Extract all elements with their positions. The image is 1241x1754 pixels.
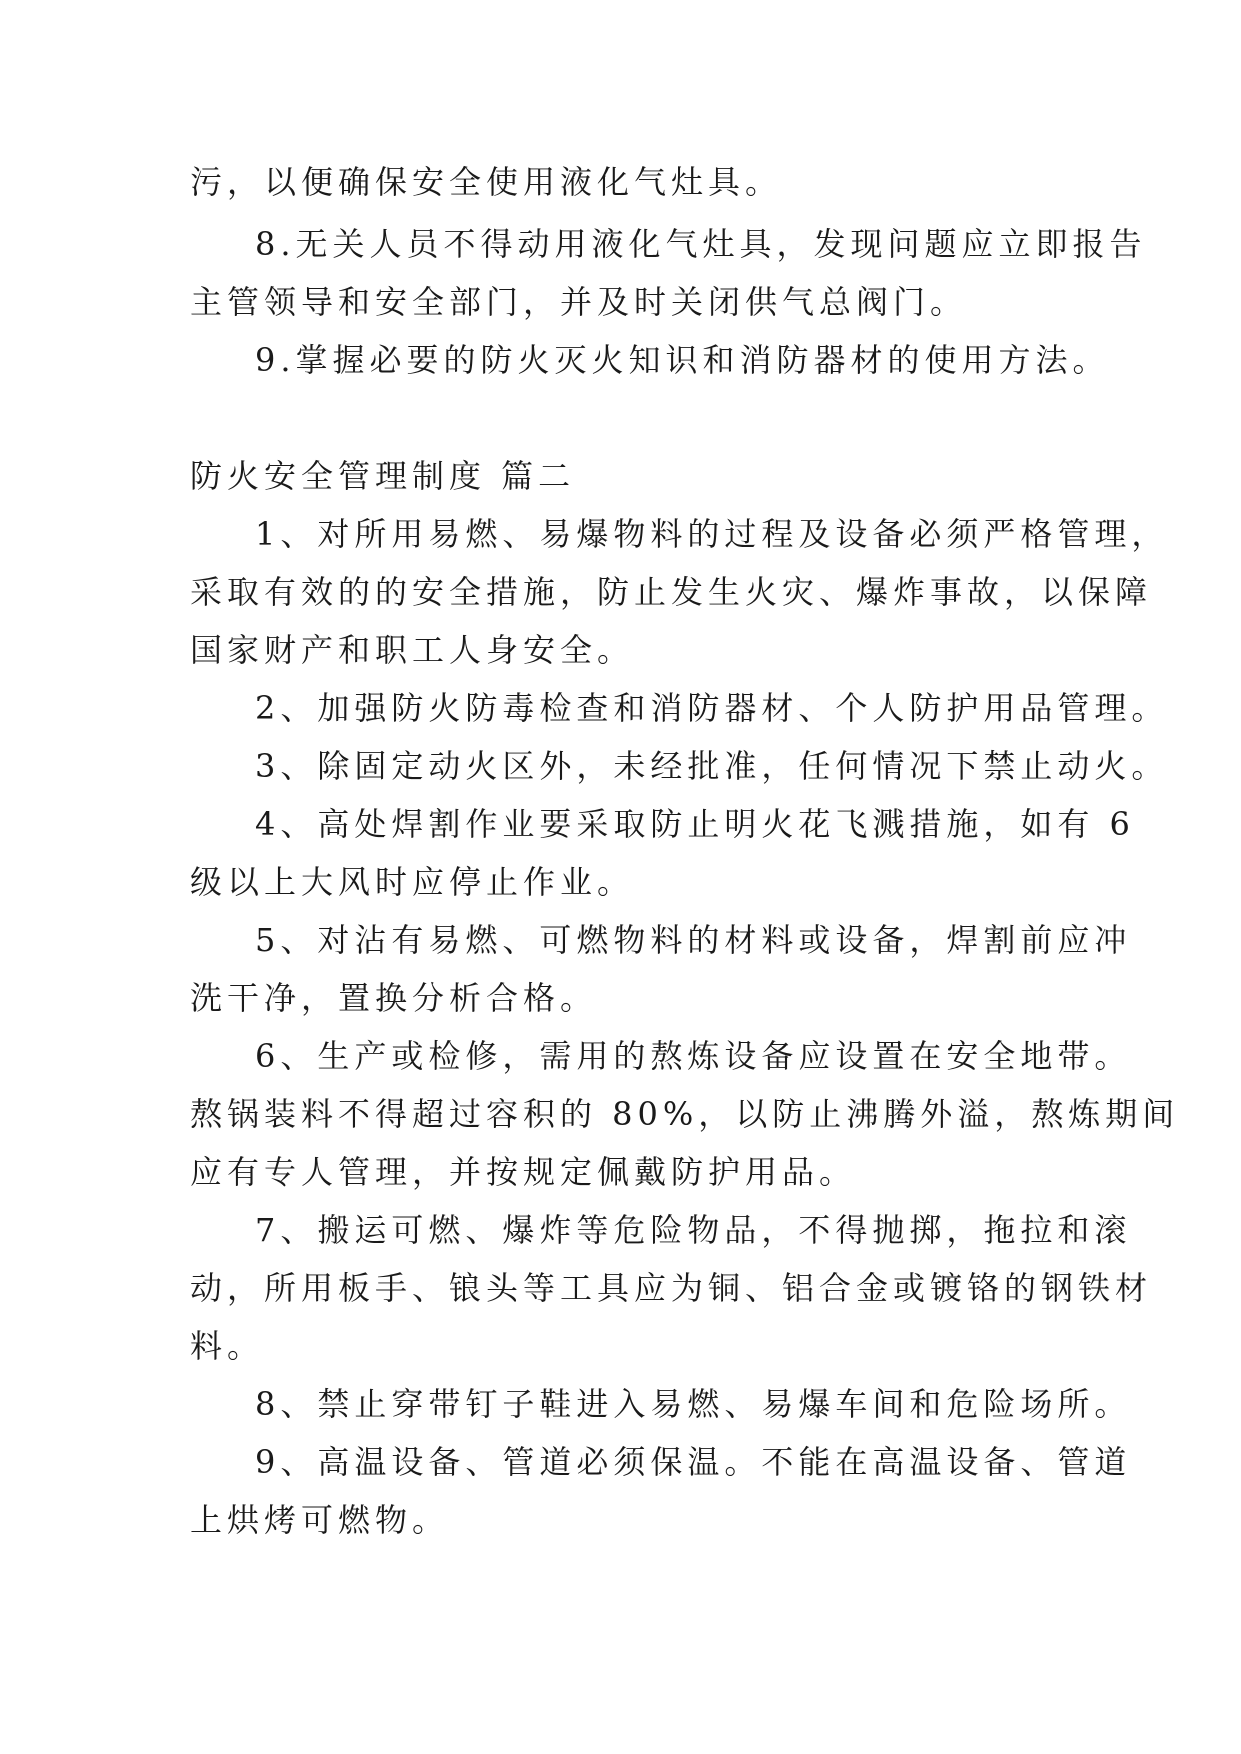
text-line: 9、高温设备、管道必须保温。不能在高温设备、管道 — [255, 1443, 1132, 1481]
section-heading: 防火安全管理制度 篇二 — [190, 457, 576, 495]
text-line: 1、对所用易燃、易爆物料的过程及设备必须严格管理， — [255, 515, 1169, 553]
text-line: 9.掌握必要的防火灭火知识和消防器材的使用方法。 — [255, 341, 1110, 379]
text-line: 级以上大风时应停止作业。 — [190, 863, 635, 901]
text-line: 主管领导和安全部门，并及时关闭供气总阀门。 — [190, 283, 968, 321]
text-line: 洗干净，置换分析合格。 — [190, 979, 598, 1017]
text-line: 熬锅装料不得超过容积的 80%，以防止沸腾外溢，熬炼期间 — [190, 1095, 1180, 1133]
text-line: 采取有效的的安全措施，防止发生火灾、爆炸事故，以保障 — [190, 573, 1153, 611]
text-line: 料。 — [190, 1327, 265, 1365]
text-line: 4、高处焊割作业要采取防止明火花飞溅措施，如有 6 — [255, 805, 1135, 843]
text-line: 5、对沾有易燃、可燃物料的材料或设备，焊割前应冲 — [255, 921, 1132, 959]
text-line: 8、禁止穿带钉子鞋进入易燃、易爆车间和危险场所。 — [255, 1385, 1132, 1423]
text-line: 国家财产和职工人身安全。 — [190, 631, 635, 669]
text-line: 8.无关人员不得动用液化气灶具，发现问题应立即报告 — [255, 225, 1147, 263]
text-line: 2、加强防火防毒检查和消防器材、个人防护用品管理。 — [255, 689, 1169, 727]
text-line: 上烘烤可燃物。 — [190, 1501, 450, 1539]
text-line: 污，以便确保安全使用液化气灶具。 — [190, 163, 783, 201]
text-line: 动，所用板手、锒头等工具应为铜、铝合金或镀铬的钢铁材 — [190, 1269, 1153, 1307]
text-line: 应有专人管理，并按规定佩戴防护用品。 — [190, 1153, 857, 1191]
text-line: 6、生产或检修，需用的熬炼设备应设置在安全地带。 — [255, 1037, 1132, 1075]
text-line: 7、搬运可燃、爆炸等危险物品，不得抛掷，拖拉和滚 — [255, 1211, 1132, 1249]
text-line: 3、除固定动火区外，未经批准，任何情况下禁止动火。 — [255, 747, 1169, 785]
